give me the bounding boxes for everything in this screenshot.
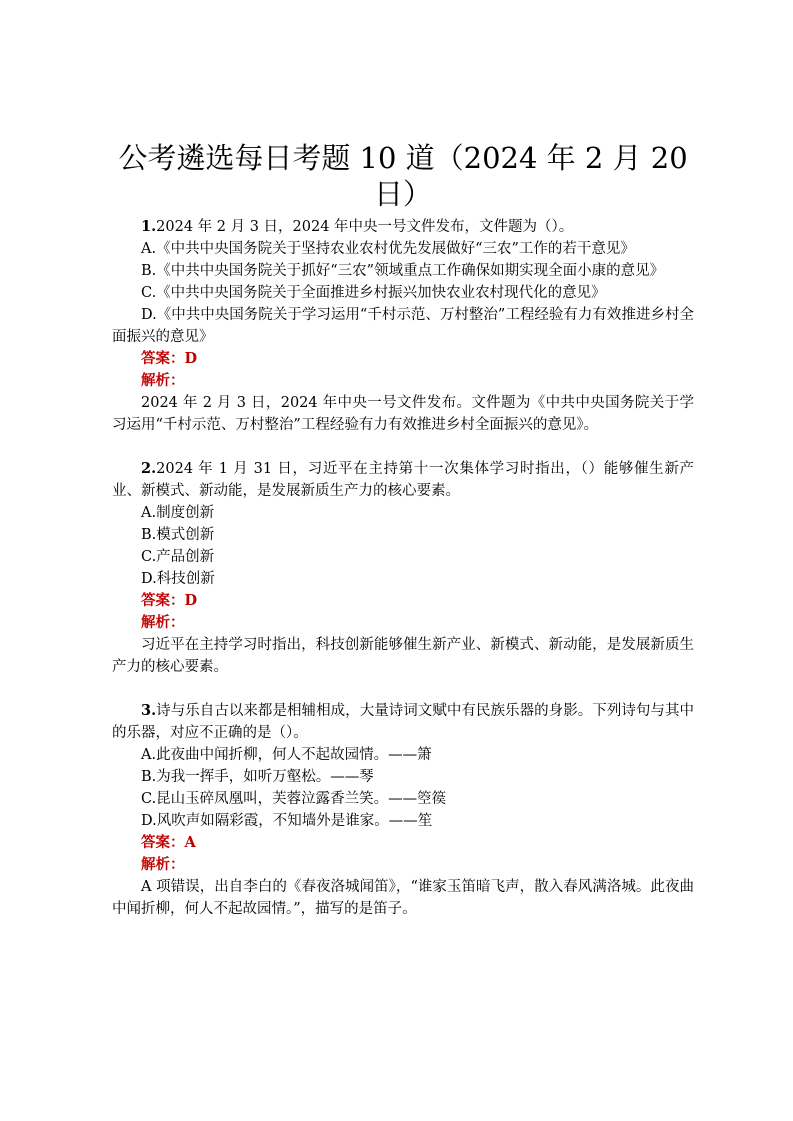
option-c: C.《中共中央国务院关于全面推进乡村振兴加快农业农村现代化的意见》 (141, 285, 606, 301)
analysis-text: A 项错误，出自李白的《春夜洛城闻笛》，“谁家玉笛暗飞声，散入春风满洛城。此夜曲中闻折柳，何人不起故园情。”，描写的是笛子。 (112, 879, 694, 917)
question-stem (112, 216, 694, 238)
option-b: B.模式创新 (141, 527, 215, 543)
question-1 (112, 216, 694, 436)
answer-value: A (184, 834, 196, 851)
question-text: 诗与乐自古以来都是相辅相成，大量诗词文赋中有民族乐器的身影。下列诗句与其中的乐器，对应不正确的是（）。 (112, 703, 694, 741)
option-d: D.风吹声如隔彩霞，不知墙外是谁家。——笙 (141, 813, 433, 829)
option-b: B.为我一挥手，如听万壑松。——琴 (141, 769, 374, 785)
question-number: 2. (141, 460, 157, 477)
question-text: 2024 年 2 月 3 日，2024 年中央一号文件发布，文件题为（）。 (156, 219, 574, 235)
spacer (112, 436, 694, 458)
question-2 (112, 458, 694, 678)
answer-value: D (184, 350, 198, 367)
answer-line (112, 590, 694, 612)
option-d: D.《中共中央国务院关于学习运用“千村示范、万村整治”工程经验有力有效推进乡村全面振兴的意见》 (112, 307, 694, 345)
answer-line (112, 832, 694, 854)
analysis-label: 解析： (141, 614, 185, 631)
analysis-text: 习近平在主持学习时指出，科技创新能够催生新产业、新模式、新动能，是发展新质生产力的核心要素。 (112, 637, 694, 675)
question-stem (112, 458, 694, 502)
question-text: 2024 年 1 月 31 日，习近平在主持第十一次集体学习时指出，（）能够催生新产业、新模式、新动能，是发展新质生产力的核心要素。 (112, 461, 694, 499)
analysis-text: 2024 年 2 月 3 日，2024 年中央一号文件发布。文件题为《中共中央国务院关于学习运用“千村示范、万村整治”工程经验有力有效推进乡村全面振兴的意见》。 (112, 395, 694, 433)
analysis-label: 解析： (141, 856, 185, 873)
option-b: B.《中共中央国务院关于抓好“三农”领域重点工作确保如期实现全面小康的意见》 (141, 263, 665, 279)
document-page (112, 140, 694, 920)
page-title: 公考遴选每日考题 10 道（2024 年 2 月 20 日） (118, 141, 688, 211)
spacer (112, 678, 694, 700)
option-a: A.制度创新 (141, 505, 215, 521)
question-number: 3. (141, 702, 157, 719)
answer-label: 答案： (141, 350, 185, 367)
option-d: D.科技创新 (141, 571, 215, 587)
question-3 (112, 700, 694, 920)
analysis-label: 解析： (141, 372, 185, 389)
option-c: C.产品创新 (141, 549, 215, 565)
option-c: C.昆山玉碎凤凰叫，芙蓉泣露香兰笑。——箜篌 (141, 791, 447, 807)
option-a: A.此夜曲中闻折柳，何人不起故园情。——箫 (141, 747, 432, 763)
question-stem (112, 700, 694, 744)
answer-value: D (184, 592, 198, 609)
answer-label: 答案： (141, 592, 185, 609)
answer-label: 答案： (141, 834, 185, 851)
answer-line (112, 348, 694, 370)
question-number: 1. (141, 218, 157, 235)
option-a: A.《中共中央国务院关于坚持农业农村优先发展做好“三农”工作的若干意见》 (141, 241, 635, 257)
